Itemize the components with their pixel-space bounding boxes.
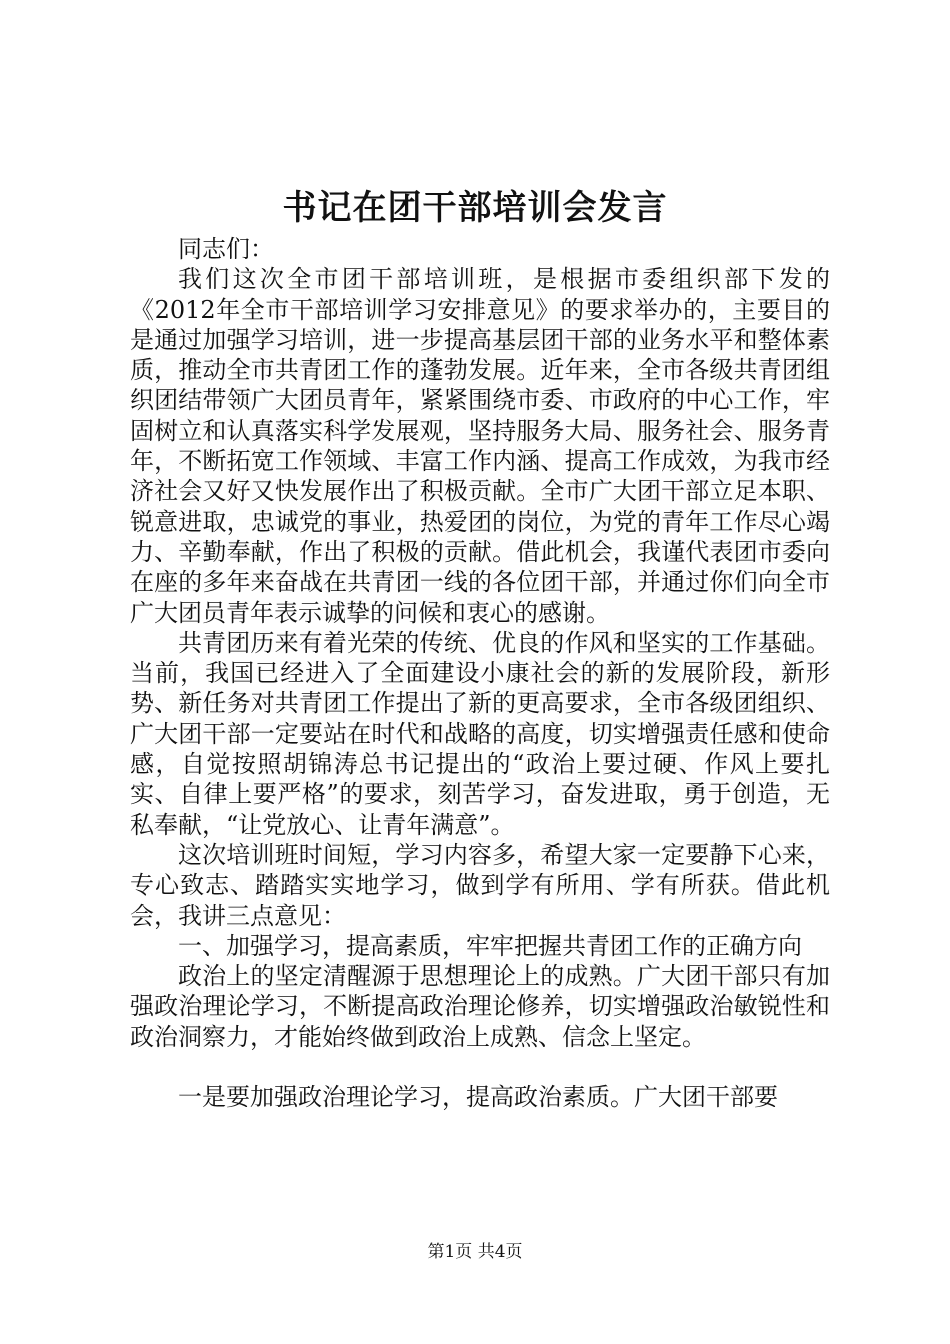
paragraph-1: 我们这次全市团干部培训班，是根据市委组织部下发的《2012年全市干部培训学习安排意见》的要求举办的，主要目的是通过加强学习培训，进一步提高基层团干部的业务水平和整体素质，推动全市共青团工作的蓬勃发展。近年来，全市各级共青团组织团结带领广大团员青年，紧紧围绕市委、市政府的中心工作，牢固树立和认真落实科学发展观，坚持服务大局、服务社会、服务青年，不断拓宽工作领域、丰富工作内涵、提高工作成效，为我市经济社会又好又快发展作出了积极贡献。全市广大团干部立足本职、锐意进取，忠诚党的事业，热爱团的岗位，为党的青年工作尽心竭力、辛勤奉献，作出了积极的贡献。借此机会，我谨代表团市委向在座的多年来奋战在共青团一线的各位团干部，并通过你们向全市广大团员青年表示诚挚的问候和衷心的感谢。 [130, 265, 830, 627]
document-title: 书记在团干部培训会发言 [282, 188, 668, 228]
paragraph-3: 这次培训班时间短，学习内容多，希望大家一定要静下心来，专心致志、踏踏实实地学习，做到学有所用、学有所获。借此机会，我讲三点意见： [130, 840, 830, 930]
paragraph-2: 共青团历来有着光荣的传统、优良的作风和坚实的工作基础。当前，我国已经进入了全面建设小康社会的新的发展阶段，新形势、新任务对共青团工作提出了新的更高要求，全市各级团组织、广大团干部一定要站在时代和战略的高度，切实增强责任感和使命感，自觉按照胡锦涛总书记提出的“政治上要过硬、作风上要扎实、自律上要严格”的要求，刻苦学习，奋发进取，勇于创造，无私奉献，“让党放心、让青年满意”。 [130, 628, 830, 839]
paragraph-4: 政治上的坚定清醒源于思想理论上的成熟。广大团干部只有加强政治理论学习，不断提高政治理论修养，切实增强政治敏锐性和政治洞察力，才能始终做到政治上成熟、信念上坚定。 [130, 962, 830, 1051]
salutation: 同志们： [178, 235, 274, 263]
paragraph-5: 一是要加强政治理论学习，提高政治素质。广大团干部要 [178, 1083, 778, 1112]
document-body [130, 234, 830, 1112]
section-heading-1: 一、加强学习，提高素质，牢牢把握共青团工作的正确方向 [178, 931, 802, 960]
page-footer: 第1页 共4页 [427, 1242, 523, 1262]
